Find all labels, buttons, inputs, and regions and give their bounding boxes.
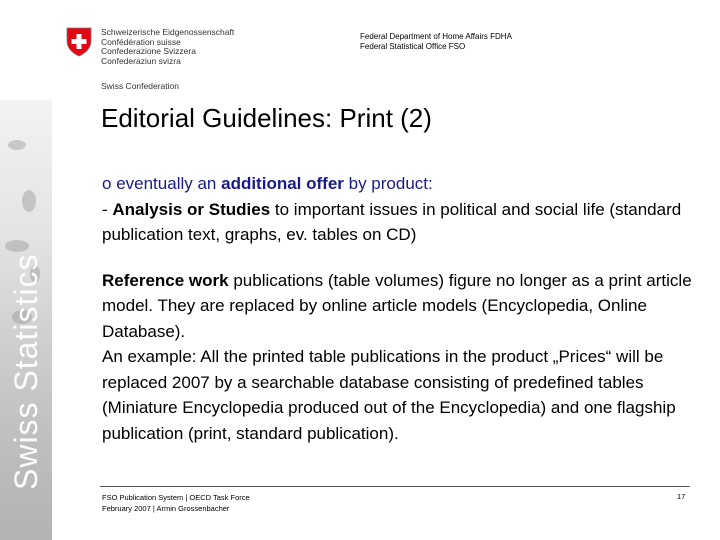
reference-bold: Reference work <box>102 270 229 290</box>
offer-bold: additional offer <box>221 174 344 193</box>
confederation-names <box>101 28 234 67</box>
department-block <box>360 32 512 52</box>
swiss-statistics-label: Swiss Statistics <box>8 253 44 490</box>
confederation-line: Confédération suisse <box>101 36 181 47</box>
page-number: 17 <box>677 492 686 501</box>
reference-paragraph <box>102 268 702 345</box>
offer-text: eventually an <box>111 174 222 193</box>
confederation-line: Schweizerische Eidgenossenschaft <box>101 27 235 37</box>
example-paragraph: An example: All the printed table publications in the product „Prices“ will be replaced 2007 by a searchable database consisting of predefined tables (Miniature Encyclopedia produced out of the Encyclopedia) and one flagship publication (print, standard publication). <box>102 347 676 443</box>
slide-title: Editorial Guidelines: Print (2) <box>101 103 432 133</box>
bullet-marker: o <box>102 174 112 193</box>
slide-body <box>102 171 702 446</box>
footer-line-2: February 2007 | Armin Grossenbacher <box>102 504 230 513</box>
offer-text-end: by product: <box>343 174 433 193</box>
footer-line-1: FSO Publication System | OECD Task Force <box>102 493 250 502</box>
analysis-paragraph <box>102 197 702 248</box>
reference-text: publications (table volumes) figure no longer as a print article model. They are replaced by online article models (Encyclopedia, Online Database). <box>102 270 692 341</box>
footer-divider <box>100 486 690 487</box>
swiss-crest-icon <box>66 27 92 57</box>
confederation-line: Confederaziun svizra <box>101 56 181 67</box>
analysis-bold: Analysis or Studies <box>112 199 271 219</box>
swiss-confederation-label: Swiss Confederation <box>101 81 179 91</box>
office-name: Federal Statistical Office FSO <box>360 42 466 51</box>
footer-info <box>102 492 250 514</box>
confederation-line: Confederazione Svizzera <box>101 46 196 57</box>
analysis-text: to important issues in political and social life (standard publication text, graphs, ev. tables on CD) <box>102 199 682 244</box>
department-name: Federal Department of Home Affairs FDHA <box>360 32 512 41</box>
offer-paragraph <box>102 171 702 197</box>
dash-marker: - <box>102 199 113 219</box>
